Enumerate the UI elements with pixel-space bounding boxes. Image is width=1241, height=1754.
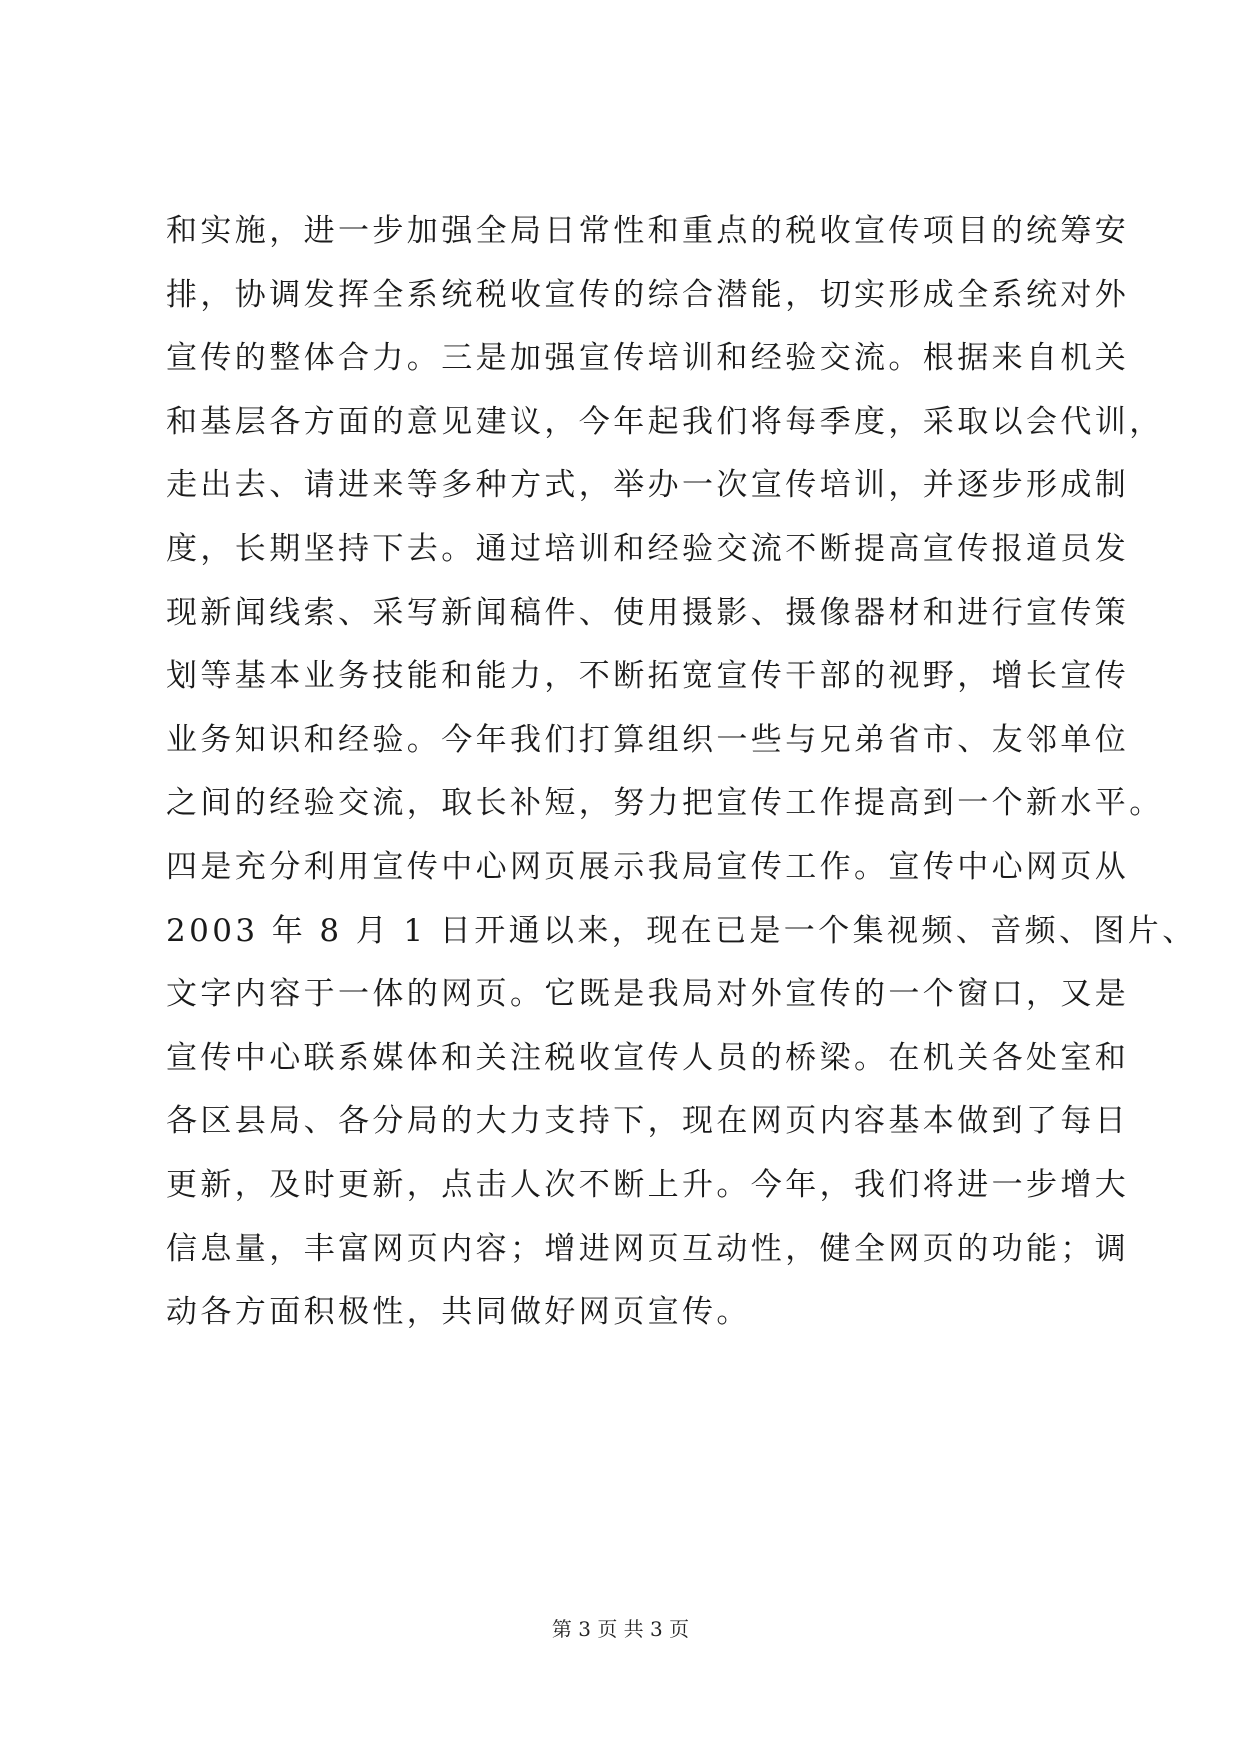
text-line: 走出去、请进来等多种方式，举办一次宣传培训，并逐步形成制 <box>166 467 1130 504</box>
text-line: 和基层各方面的意见建议，今年起我们将每季度，采取以会代训， <box>166 403 1164 440</box>
text-line: 现新闻线索、采写新闻稿件、使用摄影、摄像器材和进行宣传策 <box>166 594 1130 631</box>
text-line: 之间的经验交流，取长补短，努力把宣传工作提高到一个新水平。 <box>166 785 1164 822</box>
text-line: 宣传中心联系媒体和关注税收宣传人员的桥梁。在机关各处室和 <box>166 1039 1130 1076</box>
text-line: 度，长期坚持下去。通过培训和经验交流不断提高宣传报道员发 <box>166 530 1130 567</box>
text-line: 划等基本业务技能和能力，不断拓宽宣传干部的视野，增长宣传 <box>166 658 1130 695</box>
text-line: 文字内容于一体的网页。它既是我局对外宣传的一个窗口，又是 <box>166 976 1130 1013</box>
page-number: 第 3 页 共 3 页 <box>551 1617 690 1641</box>
text-line: 业务知识和经验。今年我们打算组织一些与兄弟省市、友邻单位 <box>166 721 1130 758</box>
page-footer <box>0 1614 1241 1644</box>
text-line: 动各方面积极性，共同做好网页宣传。 <box>166 1294 751 1331</box>
text-line: 2003 年 8 月 1 日开通以来，现在已是一个集视频、音频、图片、 <box>166 912 1197 949</box>
text-line: 四是充分利用宣传中心网页展示我局宣传工作。宣传中心网页从 <box>166 848 1130 885</box>
body-paragraph <box>166 200 1197 1345</box>
text-line: 和实施，进一步加强全局日常性和重点的税收宣传项目的统筹安 <box>166 213 1130 249</box>
text-line: 各区县局、各分局的大力支持下，现在网页内容基本做到了每日 <box>166 1103 1130 1140</box>
text-line: 信息量，丰富网页内容；增进网页互动性，健全网页的功能；调 <box>166 1230 1130 1267</box>
text-line: 排，协调发挥全系统税收宣传的综合潜能，切实形成全系统对外 <box>166 276 1130 313</box>
text-line: 宣传的整体合力。三是加强宣传培训和经验交流。根据来自机关 <box>166 340 1130 377</box>
text-line: 更新，及时更新，点击人次不断上升。今年，我们将进一步增大 <box>166 1166 1130 1203</box>
